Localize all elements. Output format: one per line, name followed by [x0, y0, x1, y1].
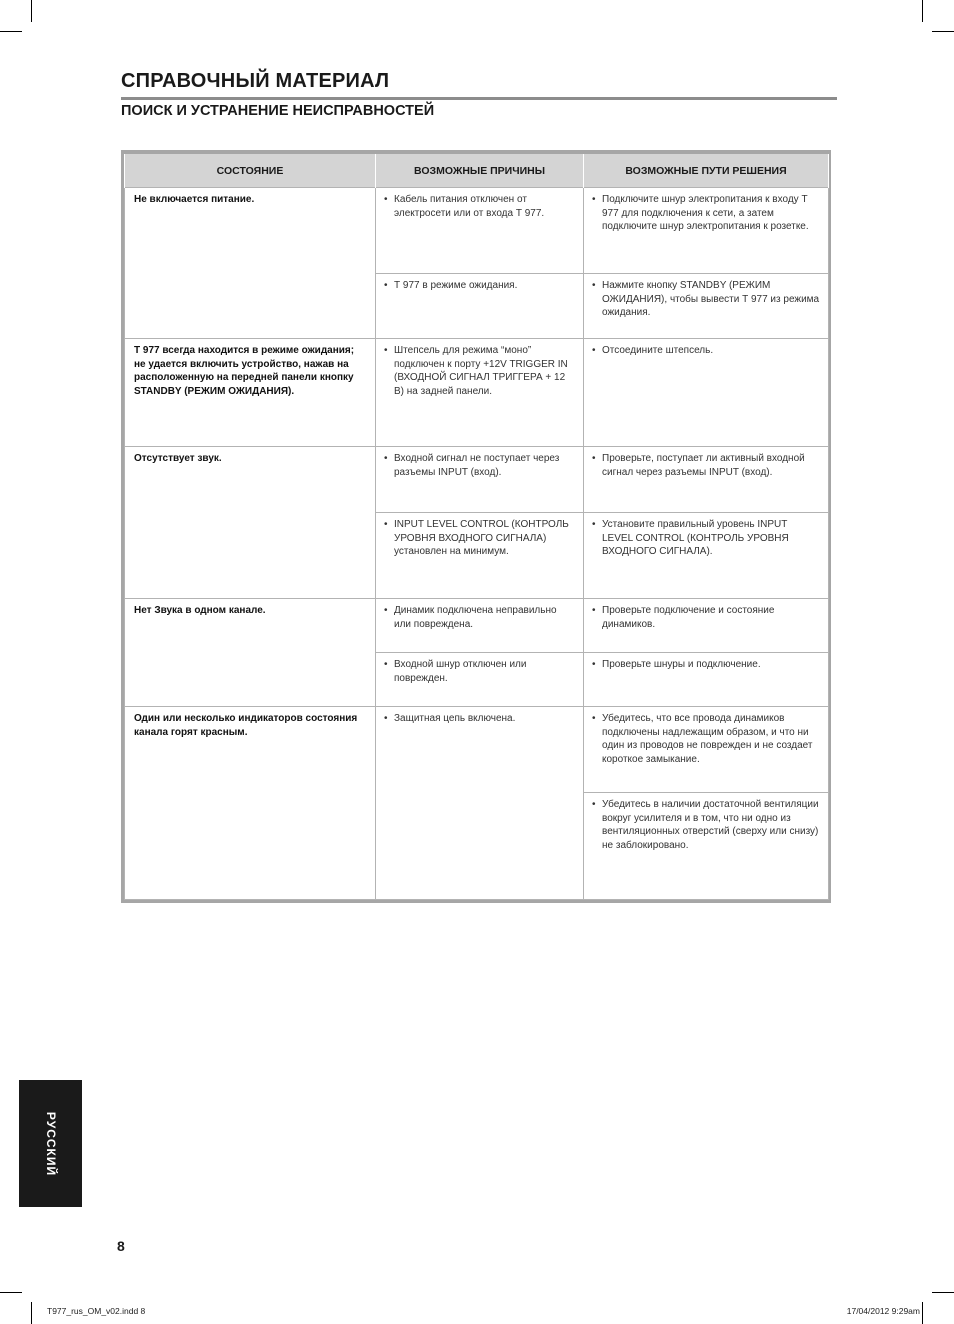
header-solutions: ВОЗМОЖНЫЕ ПУТИ РЕШЕНИЯ — [584, 154, 829, 188]
cause-cell — [376, 188, 584, 274]
crop-mark — [31, 0, 32, 22]
condition-cell: Один или несколько индикаторов состояния канала горят красным. — [125, 707, 376, 900]
table-row — [125, 188, 829, 274]
cause-cell — [376, 513, 584, 599]
page-number: 8 — [117, 1238, 125, 1254]
crop-mark — [31, 1302, 32, 1324]
cause-text: • Защитная цепь включена. — [384, 712, 575, 726]
cause-cell — [376, 274, 584, 339]
solution-cell — [584, 599, 829, 653]
cause-cell — [376, 339, 584, 447]
header-causes: ВОЗМОЖНЫЕ ПРИЧИНЫ — [376, 154, 584, 188]
page-title: СПРАВОЧНЫЙ МАТЕРИАЛ — [121, 70, 837, 100]
troubleshooting-table — [121, 150, 831, 903]
solution-text: • Подключите шнур электропитания к входу Т 977 для подключения к сети, а затем подключите шнур электропитания к розетке. — [592, 193, 820, 234]
solution-cell — [584, 339, 829, 447]
crop-mark — [932, 31, 954, 32]
solution-text: • Нажмите кнопку STANDBY (РЕЖИМ ОЖИДАНИЯ), чтобы вывести Т 977 из режима ожидания. — [592, 279, 820, 320]
crop-mark — [0, 1292, 22, 1293]
cause-cell — [376, 653, 584, 707]
cause-cell — [376, 447, 584, 513]
table-row — [125, 707, 829, 793]
cause-text: • Динамик подключена неправильно или повреждена. — [384, 604, 575, 631]
cause-text: • Т 977 в режиме ожидания. — [384, 279, 575, 293]
cause-text: • Кабель питания отключен от электросети или от входа Т 977. — [384, 193, 575, 220]
crop-mark — [0, 31, 22, 32]
condition-cell: Нет Звука в одном канале. — [125, 599, 376, 707]
cause-text: • Входной сигнал не поступает через разъемы INPUT (вход). — [384, 452, 575, 479]
cause-cell — [376, 707, 584, 900]
crop-mark — [922, 0, 923, 22]
file-info: T977_rus_OM_v02.indd 8 — [47, 1306, 146, 1316]
table-header-row — [125, 154, 829, 188]
solution-cell — [584, 274, 829, 339]
language-tab-label: РУССКИЙ — [43, 1111, 58, 1176]
solution-text: • Убедитесь в наличии достаточной вентиляции вокруг усилителя и в том, что ни одно из вентиляционных отверстий (сверху или снизу) не заблокировано. — [592, 798, 820, 852]
crop-mark — [932, 1292, 954, 1293]
solution-cell — [584, 513, 829, 599]
solution-cell — [584, 707, 829, 793]
table-row — [125, 599, 829, 653]
solution-text: • Отсоедините штепсель. — [592, 344, 820, 358]
date-info: 17/04/2012 9:29am — [846, 1306, 920, 1316]
condition-cell: Т 977 всегда находится в режиме ожидания; не удается включить устройство, нажав на расположенную на передней панели кнопку STANDBY (РЕЖИМ ОЖИДАНИЯ). — [125, 339, 376, 447]
solution-cell — [584, 188, 829, 274]
solution-text: • Проверьте, поступает ли активный входной сигнал через разъемы INPUT (вход). — [592, 452, 820, 479]
solution-cell — [584, 653, 829, 707]
solution-cell — [584, 793, 829, 900]
condition-cell: Не включается питание. — [125, 188, 376, 339]
condition-cell: Отсутствует звук. — [125, 447, 376, 599]
solution-text: • Проверьте шнуры и подключение. — [592, 658, 820, 672]
cause-text: • Штепсель для режима “моно” подключен к порту +12V TRIGGER IN (ВХОДНОЙ СИГНАЛ ТРИГГЕРА + 12 В) на задней панели. — [384, 344, 575, 398]
solution-text: • Убедитесь, что все провода динамиков подключены надлежащим образом, и что ни один из проводов не поврежден и не создает короткое замыкание. — [592, 712, 820, 766]
solution-text: • Проверьте подключение и состояние динамиков. — [592, 604, 820, 631]
language-tab — [19, 1080, 82, 1207]
cause-text: • INPUT LEVEL CONTROL (КОНТРОЛЬ УРОВНЯ ВХОДНОГО СИГНАЛА) установлен на минимум. — [384, 518, 575, 559]
header-condition: СОСТОЯНИЕ — [125, 154, 376, 188]
table-row — [125, 339, 829, 447]
solution-text: • Установите правильный уровень INPUT LEVEL CONTROL (КОНТРОЛЬ УРОВНЯ ВХОДНОГО СИГНАЛА). — [592, 518, 820, 559]
cause-text: • Входной шнур отключен или поврежден. — [384, 658, 575, 685]
cause-cell — [376, 599, 584, 653]
section-subtitle: ПОИСК И УСТРАНЕНИЕ НЕИСПРАВНОСТЕЙ — [121, 103, 435, 119]
crop-mark — [922, 1302, 923, 1324]
table-row — [125, 447, 829, 513]
solution-cell — [584, 447, 829, 513]
